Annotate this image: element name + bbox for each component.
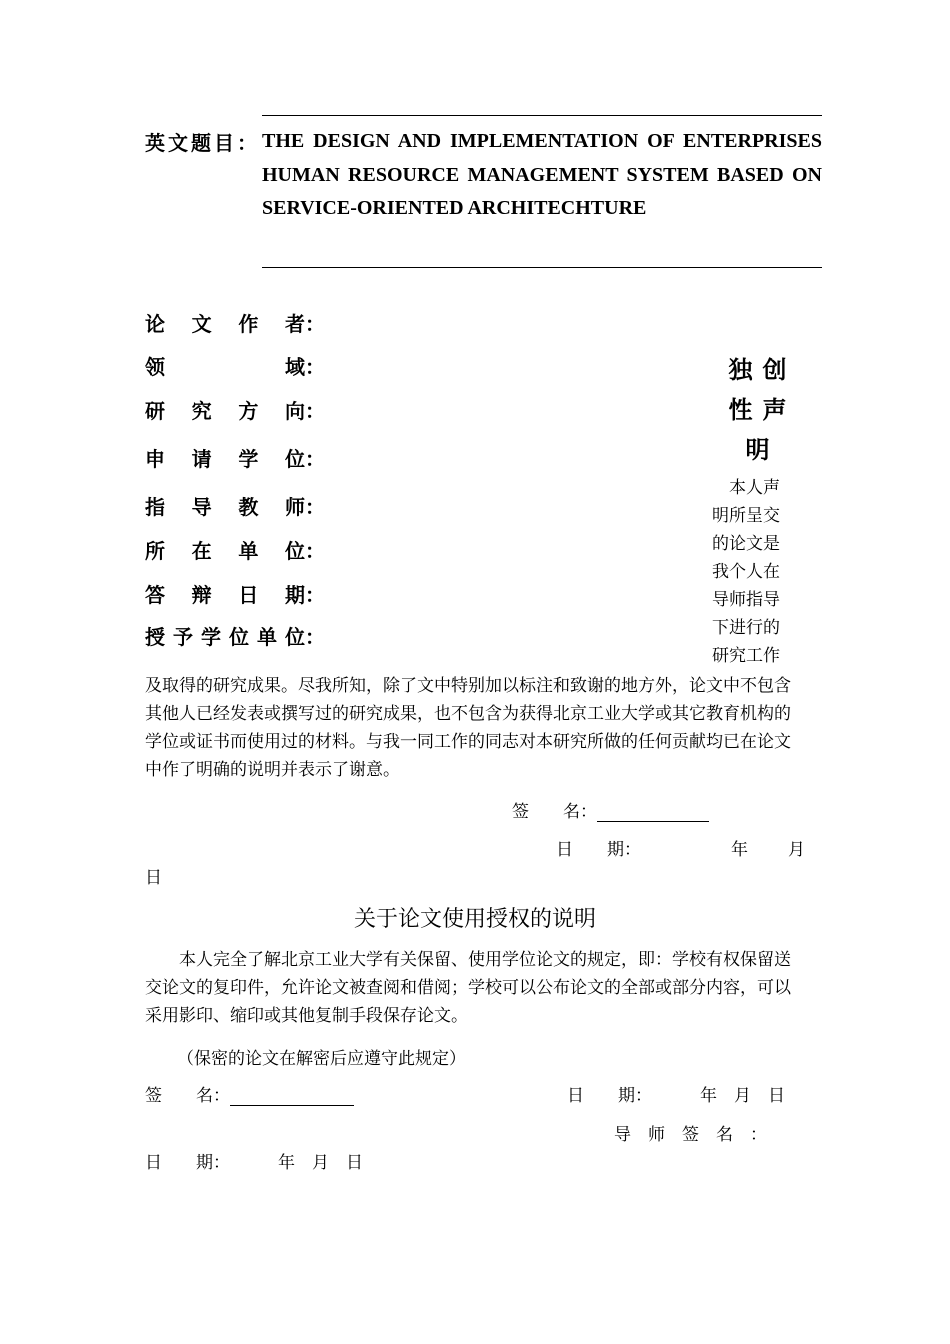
field-label-char: 导 — [191, 495, 212, 519]
signature-label: 签 名： — [145, 1086, 230, 1106]
authorization-title: 关于论文使用授权的说明 — [353, 907, 596, 932]
side-line: 明所呈交 — [712, 506, 780, 526]
field-label-char: 研 — [145, 399, 165, 423]
field-colon: ： — [305, 447, 325, 471]
field-label-char: 学 — [238, 447, 259, 471]
authorization-note: （保密的论文在解密后应遵守此规定） — [177, 1049, 466, 1069]
field-label-char: 所 — [145, 539, 165, 563]
field-label-char: 辩 — [191, 583, 212, 607]
field-label-char: 领 — [145, 355, 165, 379]
field-label-char: 方 — [238, 399, 259, 423]
field-label-char: 向 — [284, 399, 305, 423]
field-label — [145, 395, 305, 424]
field-row — [145, 621, 325, 650]
field-colon: ： — [305, 312, 325, 336]
field-label-char: 授 — [145, 625, 165, 649]
authorization-signature-row — [145, 1081, 354, 1106]
authorization-date-label: 日 期： — [567, 1086, 652, 1106]
field-label-char: 论 — [145, 312, 165, 336]
declaration-date-day: 日 — [145, 868, 162, 888]
field-label — [145, 443, 305, 472]
english-title-label: 英文题目： — [145, 131, 260, 155]
field-label — [145, 351, 305, 380]
authorization-body: 本人完全了解北京工业大学有关保留、使用学位论文的规定，即：学校有权保留送交论文的复印件，允许论文被查阅和借阅；学校可以公布论文的全部或部分内容，可以采用影印、缩印或其他复制手段保存论文。 — [145, 950, 791, 1026]
declaration-title-line: 性声 — [728, 395, 797, 424]
field-label-char: 师 — [284, 495, 305, 519]
field-label-char: 答 — [145, 583, 165, 607]
field-label — [145, 308, 305, 337]
advisor-signature-label: 导 师 签 名 ： — [614, 1125, 767, 1145]
declaration-title — [715, 350, 810, 470]
field-colon: ： — [305, 625, 325, 649]
declaration-date-label: 日 期： — [556, 840, 641, 860]
field-label — [145, 579, 305, 608]
field-colon: ： — [305, 399, 325, 423]
field-label-char: 教 — [238, 495, 259, 519]
side-line: 导师指导 — [712, 590, 780, 610]
field-label-char: 申 — [145, 447, 165, 471]
field-label-char: 位 — [229, 625, 249, 649]
side-line: 下进行的 — [712, 618, 780, 638]
english-title-text: THE DESIGN AND IMPLEMENTATION OF ENTERPRISES HUMAN RESOURCE MANAGEMENT SYSTEM BASED ON SERVICE-ORIENTED ARCHITECHTURE — [262, 130, 822, 219]
signature-line — [230, 1085, 354, 1106]
side-line: 研究工作 — [712, 646, 780, 666]
field-label-char: 单 — [238, 539, 259, 563]
field-label-char: 日 — [238, 583, 259, 607]
bottom-rule — [262, 267, 822, 268]
field-label-char: 在 — [191, 539, 212, 563]
signature-label: 签 名： — [512, 802, 597, 822]
field-label-char: 究 — [191, 399, 212, 423]
field-label-char: 位 — [285, 625, 305, 649]
field-label-char: 文 — [191, 312, 212, 336]
advisor-date-ymd: 年 月 日 — [278, 1153, 363, 1173]
declaration-title-line: 独创 — [728, 355, 797, 384]
signature-line — [597, 801, 709, 822]
field-label-char: 请 — [191, 447, 212, 471]
field-label-char: 期 — [284, 583, 305, 607]
field-colon: ： — [305, 355, 325, 379]
field-label-char: 位 — [284, 539, 305, 563]
declaration-signature-row — [512, 797, 709, 822]
field-label-char: 作 — [238, 312, 259, 336]
field-row — [145, 579, 325, 608]
declaration-date-year: 年 — [731, 840, 748, 860]
side-line: 我个人在 — [712, 562, 780, 582]
side-line: 本人声 — [712, 478, 780, 498]
declaration-body: 及取得的研究成果。尽我所知，除了文中特别加以标注和致谢的地方外，论文中不包含其他人已经发表或撰写过的研究成果，也不包含为获得北京工业大学或其它教育机构的学位或证书而使用过的材料。与我一同工作的同志对本研究所做的任何贡献均已在论文中作了明确的说明并表示了谢意。 — [145, 676, 791, 780]
field-label-char: 者 — [284, 312, 305, 336]
field-colon: ： — [305, 539, 325, 563]
field-label — [145, 491, 305, 520]
top-rule — [262, 115, 822, 116]
field-label-char: 指 — [145, 495, 165, 519]
field-row — [145, 491, 325, 520]
field-row — [145, 535, 325, 564]
field-label — [145, 535, 305, 564]
side-line: 的论文是 — [712, 534, 780, 554]
declaration-title-line: 明 — [745, 435, 780, 464]
declaration-side-text — [712, 474, 802, 670]
field-row — [145, 351, 325, 380]
field-label-char: 学 — [201, 625, 221, 649]
declaration-date-month: 月 — [788, 840, 805, 860]
advisor-date-label: 日 期： — [145, 1153, 230, 1173]
field-row — [145, 395, 325, 424]
field-label — [145, 621, 305, 650]
field-row — [145, 308, 325, 337]
field-label-char: 予 — [173, 625, 193, 649]
field-row — [145, 443, 325, 472]
field-colon: ： — [305, 583, 325, 607]
field-label-char: 位 — [284, 447, 305, 471]
field-colon: ： — [305, 495, 325, 519]
field-label-char: 单 — [257, 625, 277, 649]
authorization-date-ymd: 年 月 日 — [700, 1086, 785, 1106]
field-label-char: 域 — [285, 355, 305, 379]
